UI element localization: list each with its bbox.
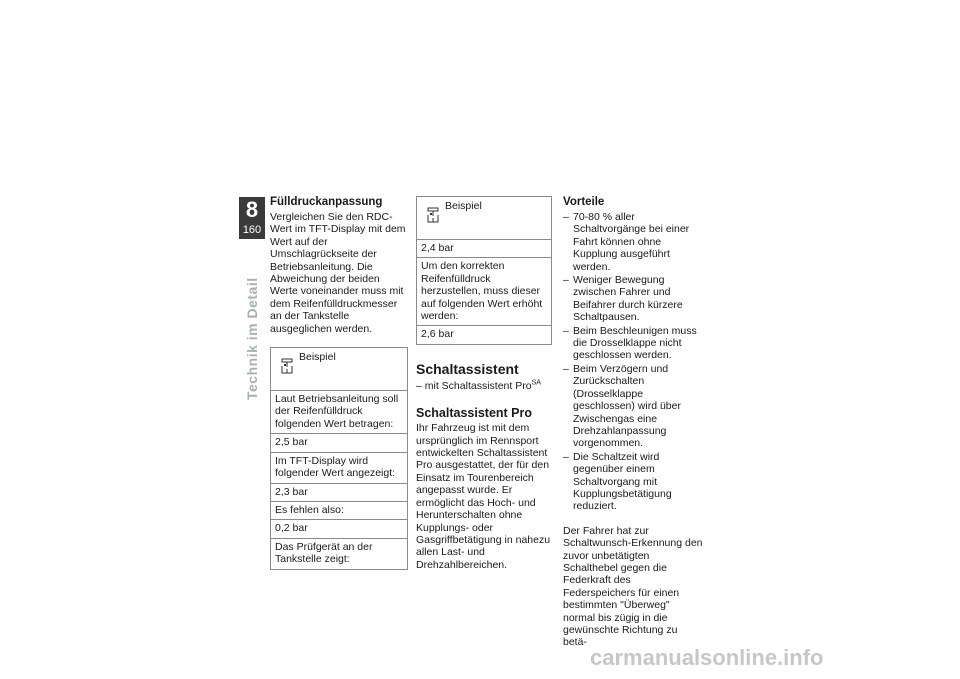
special-equipment-marker: SA: [531, 379, 541, 387]
list-item: [563, 325, 703, 362]
chapter-side-label: Technik im Detail: [244, 277, 260, 400]
section-body-schaltassistent-pro: Ihr Fahrzeug ist mit dem ursprünglich im Rennsport entwickelten Schaltassistent Pro ausgestattet, der für den Einsatz im Tourenbereich angepasst wurde. Er ermöglicht das Hoch- und Herunterschalten ohne Kupplungs- oder Gasgriffbetätigung in nahezu allen Last- und Drehzahlbereichen.: [416, 422, 551, 571]
list-item-text: Die Schaltzeit wird gegenüber einem Schaltvorgang mit Kupplungsbetätigung reduziert.: [573, 450, 672, 513]
advantages-list: [563, 211, 703, 513]
column-1: [270, 196, 408, 570]
example-label: Beispiel: [445, 200, 482, 212]
dash-marker: –: [416, 379, 422, 392]
section-title-schaltassistent-pro: Schaltassistent Pro: [416, 406, 533, 421]
section-body-fuelldruck: Vergleichen Sie den RDC-Wert im TFT-Display mit dem Wert auf der Umschlagrückseite der Betriebsanleitung. Die Abweichung der beiden Werte voneinander muss mit dem Reifenfülldruckmesser an der Tankstelle ausgeglichen werden.: [270, 211, 406, 335]
example-box-header: [417, 197, 551, 240]
watermark: carmanualsonline.info: [590, 645, 824, 670]
example-row: 2,4 bar: [417, 240, 551, 258]
dash-marker: –: [563, 211, 569, 223]
list-item-text: Weniger Bewegung zwischen Fahrer und Beifahrer durch kürzere Schaltpausen.: [573, 274, 683, 324]
dash-marker: –: [563, 450, 569, 463]
section-title-fuelldruck: Fülldruckanpassung: [270, 196, 383, 208]
section-title-schaltassistent: Schaltassistent: [416, 360, 519, 377]
chapter-badge: [239, 197, 265, 239]
chapter-number: 8: [245, 197, 259, 222]
example-row: 2,3 bar: [271, 484, 407, 502]
advantages-title: Vorteile: [563, 196, 605, 208]
example-box-1: [270, 347, 408, 569]
list-item-text: 70-80 % aller Schaltvorgänge bei einer Fahrt können ohne Kupplung ausgeführt werden.: [573, 211, 690, 273]
pressure-gauge-icon: [281, 358, 293, 374]
example-row: 2,6 bar: [421, 328, 454, 341]
list-item-text: Beim Verzögern und Zurückschalten (Drosselklappe geschlossen) wird über Zwischengas eine Drehzahlanpassung vorgenommen.: [573, 362, 681, 450]
example-row: Es fehlen also:: [271, 502, 407, 520]
list-item: [563, 274, 703, 324]
example-box-2: [416, 196, 552, 345]
closing-paragraph: Der Fahrer hat zur Schaltwunsch-Erkennung den zuvor unbetätigten Schalthebel gegen die Federkraft des Federspeichers für einen bestimmten "Überweg" normal bis zügig in die gewünschte Richtung zu betä-: [563, 524, 703, 649]
list-item-text: Beim Beschleunigen muss die Drosselklappe nicht geschlossen werden.: [573, 324, 697, 362]
list-item: [563, 451, 703, 513]
example-row: 0,2 bar: [271, 520, 407, 538]
pressure-gauge-icon: [427, 207, 439, 223]
page-number: 160: [242, 224, 262, 236]
column-3: [563, 196, 703, 649]
list-item: [563, 211, 703, 273]
example-row: Im TFT-Display wird folgender Wert angezeigt:: [271, 453, 407, 484]
example-row: Das Prüfgerät an der Tankstelle zeigt:: [275, 540, 373, 566]
example-box-header: [271, 348, 407, 391]
column-2: [416, 196, 552, 571]
example-row: 2,5 bar: [271, 434, 407, 452]
dash-marker: –: [563, 274, 569, 287]
example-row: Laut Betriebsanleitung soll der Reifenfülldruck folgenden Wert betragen:: [271, 391, 407, 434]
list-item: [563, 363, 703, 450]
equipment-note-text: mit Schaltassistent Pro: [424, 379, 532, 392]
example-label: Beispiel: [299, 351, 336, 364]
dash-marker: –: [563, 362, 569, 375]
equipment-note: [416, 380, 552, 392]
dash-marker: –: [563, 324, 569, 337]
example-row: Um den korrekten Reifenfülldruck herzustellen, muss dieser auf folgenden Wert erhöht werden:: [417, 258, 551, 326]
